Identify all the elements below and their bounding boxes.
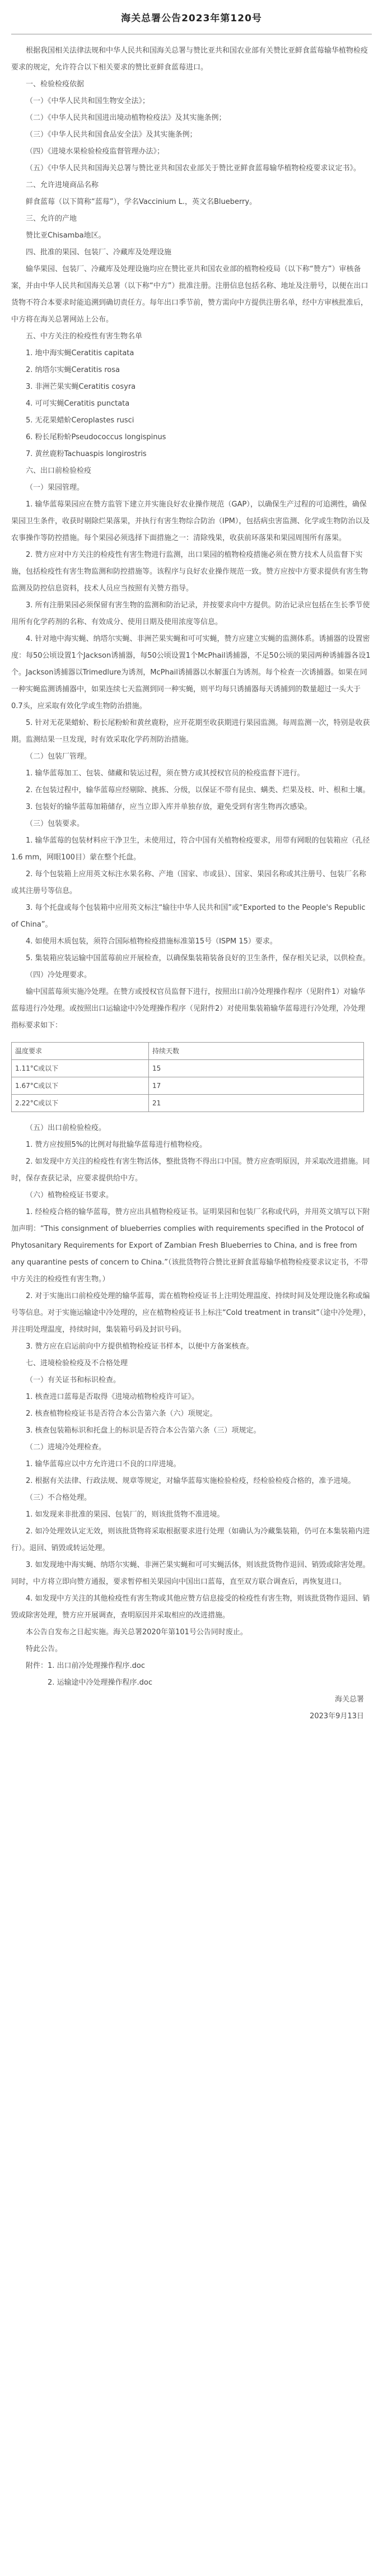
paragraph: 2. 对于实施出口前检疫处理的输华蓝莓，需在植物检疫证书上注明处理温度、持续时间及处理设施名称或编号等信息。对于实施运输途中冷处理的，应在植物检疫证书上标注“Cold treatment in transit”（途中冷处理），并注明处理温度，持续时间，集装箱号码及封识号码。 xyxy=(11,1292,371,1334)
paragraph: 2. 如冷处理效认定无效，则该批货物将采取根据要求进行处理（如确认为冷藏集装箱，仍可在本集装箱内进行）。退回、销毁或转运处理。 xyxy=(11,1527,370,1552)
subsection-heading: （四）冷处理要求。 xyxy=(26,971,92,979)
section-heading: 六、出口前检验检疫 xyxy=(26,467,92,475)
pest-item: 1. 地中海实蝇Ceratitis capitata xyxy=(26,349,134,357)
paragraph: 鲜食蓝莓（以下简称“蓝莓”），学名Vaccinium L.，英文名Blueberry。 xyxy=(26,198,257,206)
table-header-row xyxy=(12,1043,364,1060)
paragraph: 1. 经检疫合格的输华蓝莓，赞方应出具植物检疫证书。证明果园和包装厂名称或代码，并用英文填写以下附加声明：“This consignment of blueberries complies with requirements specified in the Protocol of Phytosanitary Requirements for Export of Zambian Fresh Blueberries to China, and is free from any quarantine pests of concern to China.”（该批货物符合赞比亚鲜食蓝莓输华植物检疫要求议定书，不带中方关注的检疫性有害生物。） xyxy=(11,1208,370,1284)
paragraph: 3. 包装好的输华蓝莓加箱储存，应当立即入库并单独存放，避免受到有害生物再次感染。 xyxy=(26,803,312,811)
attachment-link-2[interactable]: 2. 运输途中冷处理操作程序.doc xyxy=(48,1678,153,1687)
paragraph: 3. 每个托盘或每个包装箱中应用英文标注“输往中华人民共和国”或“Exported to the People's Republic of China”。 xyxy=(11,904,366,929)
table-header-cell: 温度要求 xyxy=(12,1043,149,1060)
subsection-heading: （二）包装厂管理。 xyxy=(26,752,92,761)
cold-treatment-table xyxy=(11,1042,364,1112)
pest-item: 3. 非洲芒果实蝇Ceratitis cosyra xyxy=(26,383,136,391)
table-cell: 15 xyxy=(149,1060,364,1077)
subsection-heading: （一）有关证书和标识检查。 xyxy=(26,1376,121,1384)
paragraph: 输中国蓝莓须实施冷处理。在赞方或授权官员监督下进行，按照出口前冷处理操作程序（见附件1）对输华蓝莓进行冷处理。或按照出口运输途中冷处理操作程序（见附件2）对使用集装箱输华蓝莓进行冷处理，冷处理指标要求如下： xyxy=(11,988,366,1030)
pest-item: 5. 无花果蜡蚧Ceroplastes rusci xyxy=(26,416,134,425)
paragraph: 3. 如发现地中海实蝇、纳塔尔实蝇、非洲芒果实蝇和可可实蝇活体，则该批货物作退回、销毁或除害处理。同时，中方将立即向赞方通报，要求暂停相关果园向中国出口蓝莓，直至双方联合调查后，再恢复进口。 xyxy=(11,1561,370,1586)
signer: 海关总署 xyxy=(334,1695,364,1704)
pest-item: 7. 黄丝鹿粉Tachuaspis longirostris xyxy=(26,450,147,458)
paragraph: 1. 输华蓝莓果园应在赞方监管下建立并实施良好农业操作规范（GAP），以确保生产过程的可追溯性，确保果园卫生条件，收获时剔除烂果落果，并执行有害生物综合防治（IPM），包括病虫害监测、化学或生物防治以及农事操作等防控措施。每个果园必须选择下面措施之一：清除残果，收获前环落果和果园周围所有落果。 xyxy=(11,500,370,542)
paragraph: 2. 在包装过程中，输华蓝莓应经剔除、挑拣、分级，以保证不带有昆虫、螨类、烂果及枝、叶、根和土壤。 xyxy=(26,786,370,794)
paragraph: 4. 针对地中海实蝇、纳塔尔实蝇、非洲芒果实蝇和可可实蝇，赞方应建立实蝇的监测体系。诱捕器的设置密度：每50公顷设置1个Jackson诱捕器，每50公顷设置1个McPhail诱捕器，不足50公顷的果园两种诱捕器各设1个。Jackson诱捕器以Trimedlure为诱剂，McPhail诱捕器以水解蛋白为诱剂。每个检查一次诱捕器。如果在同一种实蝇监测诱捕器中，如果连续七天监测到同一种实蝇，则平均每只诱捕器每天诱捕到的数量超过一头大于0.7头，应采取有效化学或生物防治措施。 xyxy=(11,635,371,710)
paragraph: 4. 如发现中方关注的其他检疫性有害生物或其他应赞方信息接受的检疫性有害生物，则该批货物作退回、销毁或除害处理，赞方应开展调查，查明原因并采取相应的改进措施。 xyxy=(11,1594,370,1620)
subsection-heading: （六）植物检疫证书要求。 xyxy=(26,1191,114,1199)
table-cell: 1.67°C或以下 xyxy=(12,1077,149,1095)
paragraph: 2. 每个包装箱上应用英文标注水果名称、产地（国家、市或县）、国家、果园名称或其注册号、包装厂名称或其注册号等信息。 xyxy=(11,870,367,895)
paragraph: 3. 核查包装箱标识和托盘上的标识是否符合本公告第六条（三）项规定。 xyxy=(26,1426,261,1435)
page-title: 海关总署公告2023年第120号 xyxy=(121,12,262,24)
attachment-link-1[interactable]: 1. 出口前冷处理操作程序.doc xyxy=(48,1662,146,1670)
paragraph: 4. 如使用木质包装，须符合国际植物检疫措施标准第15号（ISPM 15）要求。 xyxy=(26,937,277,946)
section-heading: 五、中方关注的检疫性有害生物名单 xyxy=(26,332,143,341)
paragraph: 5. 集装箱应装运输中国蓝莓前应开展检查，以确保集装箱装备良好的卫生条件，保存相关记录，以供检查。 xyxy=(26,954,370,962)
table-row xyxy=(12,1095,364,1112)
paragraph: 5. 针对无花果蜡蚧、粉长尾粉蚧和黄丝鹿粉，应开花期至收获期进行果园监测。每周监测一次，特别是收获期。监测结果一旦发现，时有效采取化学药剂防治措施。 xyxy=(11,719,370,744)
table-cell: 17 xyxy=(149,1077,364,1095)
subsection-heading: （三）包装要求。 xyxy=(26,820,85,828)
paragraph: 1. 如发现来非批准的果园、包装厂的，则该批货物不准进境。 xyxy=(26,1510,225,1519)
list-item: （二）《中华人民共和国进出境动植物检疫法》及其实施条例； xyxy=(26,114,226,122)
special-note: 特此公告。 xyxy=(26,1645,63,1653)
pest-item: 4. 可可实蝇Ceratitis punctata xyxy=(26,399,130,408)
table-cell: 21 xyxy=(149,1095,364,1112)
pest-item: 6. 粉长尾粉蚧Pseudococcus longispinus xyxy=(26,433,166,441)
closing-paragraph: 本公告自发布之日起实施。海关总署2020年第101号公告同时废止。 xyxy=(26,1628,247,1636)
paragraph: 2. 赞方应对中方关注的检疫性有害生物进行监测，出口果园的植物检疫措施必须在赞方技术人员监督下实施，包括检疫性有害生物监测和防控措施等。该程序与良好农业操作规范一致。赞方应按中方要求提供有害生物监测及防控信息资料，技术人员应当按照有关赞方指导。 xyxy=(11,551,368,593)
subsection-heading: （五）出口前检验检疫。 xyxy=(26,1124,106,1132)
section-heading: 二、允许进境商品名称 xyxy=(26,181,99,189)
section-heading: 一、检验检疫依据 xyxy=(26,80,85,89)
list-item: （一）《中华人民共和国生物安全法》； xyxy=(26,97,150,105)
table-row xyxy=(12,1060,364,1077)
list-item: （五）《中华人民共和国海关总署与赞比亚共和国农业部关于赞比亚鲜食蓝莓输华植物检疫要求议定书》。 xyxy=(26,164,361,173)
attachments-label-text: 附件： xyxy=(26,1662,48,1670)
subsection-heading: （一）果园管理。 xyxy=(26,483,85,492)
table-row xyxy=(12,1077,364,1095)
table-header-cell: 持续天数 xyxy=(149,1043,364,1060)
paragraph: 2. 如发现中方关注的检疫性有害生物活体，整批货物不得出口中国。赞方应查明原因，并采取改进措施。同时，保存查获记录，应要求提供给中方。 xyxy=(11,1157,370,1183)
paragraph: 1. 输华蓝莓加工、包装、储藏和装运过程，须在赞方或其授权官员的检疫监督下进行。 xyxy=(26,769,305,778)
title-bar xyxy=(11,0,372,35)
paragraph: 输华果园、包装厂、冷藏库及处理设施均应在赞比亚共和国农业部的植物检疫局（以下称“赞方”）审核备案，并由中华人民共和国海关总署（以下称“中方”）批准注册。注册信息包括名称、地址及注册号，以便在出口货物不符合本要求时能追溯到确切责任方。每年出口季节前，赞方需向中方提供注册名单，经中方审核批准后，中方将在海关总署网站上公布。 xyxy=(11,265,368,324)
table-cell: 2.22°C或以下 xyxy=(12,1095,149,1112)
intro-paragraph: 根据我国相关法律法规和中华人民共和国海关总署与赞比亚共和国农业部有关赞比亚鲜食蓝莓输华植物检疫要求的规定，允许符合以下相关要求的赞比亚鲜食蓝莓进口。 xyxy=(11,47,368,72)
paragraph: 2. 根据有关法律、行政法规、规章等规定，对输华蓝莓实施检验检疫，经检验检疫合格的，准予进境。 xyxy=(26,1477,356,1485)
section-heading: 七、进境检验检疫及不合格处理 xyxy=(26,1359,128,1368)
paragraph: 赞比亚Chisamba地区。 xyxy=(26,231,106,240)
list-item: （四）《进境水果检验检疫监督管理办法》； xyxy=(26,147,165,156)
signing-date: 2023年9月13日 xyxy=(310,1712,364,1721)
subsection-heading: （二）进境冷处理检查。 xyxy=(26,1443,106,1452)
document-body xyxy=(11,43,372,1725)
paragraph: 3. 所有注册果园必须保留有害生物的监测和防治记录，并按要求向中方提供。防治记录应包括在生长季节使用所有化学药剂的名称、有效成分、使用日期及使用浓度等信息。 xyxy=(11,601,370,626)
paragraph: 3. 赞方应在启运前向中方提供植物检疫证书样本，以便中方备案核查。 xyxy=(26,1342,254,1351)
attachment-row xyxy=(11,1675,372,1691)
section-heading: 三、允许的产地 xyxy=(26,215,77,223)
subsection-heading: （三）不合格处理。 xyxy=(26,1494,92,1502)
paragraph: 1. 输华蓝莓的包装材料应干净卫生，未使用过，符合中国有关植物检疫要求，用带有网眼的包装箱应（孔径1.6 mm，网眼100目）蒙在整个托盘。 xyxy=(11,836,370,862)
paragraph: 1. 赞方应按照5%的比例对每批输华蓝莓进行植物检疫。 xyxy=(26,1141,207,1149)
pest-item: 2. 纳塔尔实蝇Ceratitis rosa xyxy=(26,366,120,374)
attachments-label xyxy=(11,1658,372,1675)
paragraph: 1. 核查进口蓝莓是否取得《进境动植物检疫许可证》。 xyxy=(26,1393,199,1401)
section-heading: 四、批准的果园、包装厂、冷藏库及处理设施 xyxy=(26,248,172,257)
paragraph: 2. 核查植物检疫证书是否符合本公告第六条（六）项规定。 xyxy=(26,1410,217,1418)
list-item: （三）《中华人民共和国食品安全法》及其实施条例； xyxy=(26,131,197,139)
table-cell: 1.11°C或以下 xyxy=(12,1060,149,1077)
paragraph: 1. 输华蓝莓应以中方允许进口不良的口岸进境。 xyxy=(26,1460,181,1468)
